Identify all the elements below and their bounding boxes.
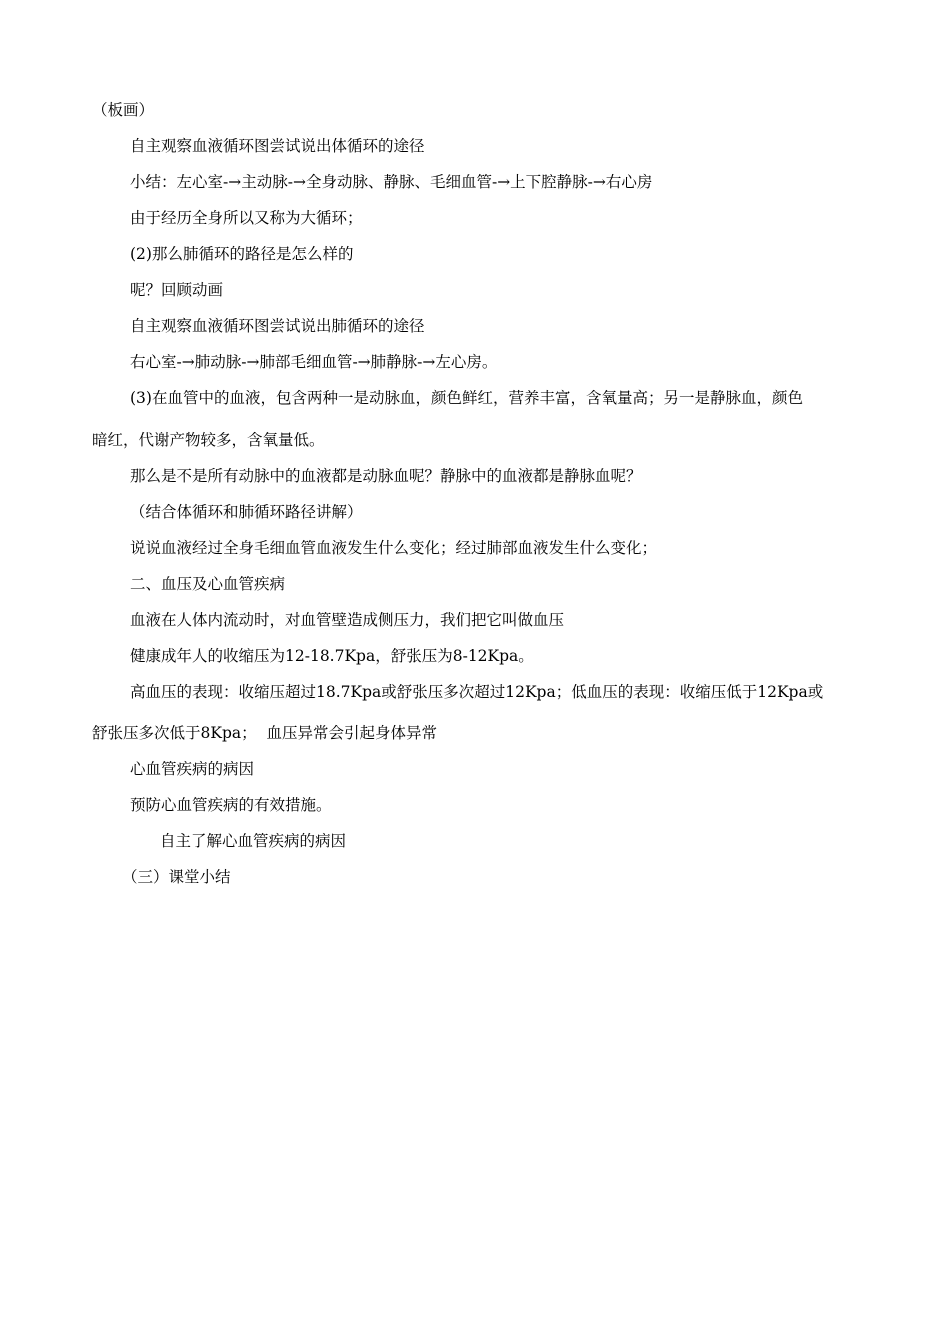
paragraph: 由于经历全身所以又称为大循环； xyxy=(130,209,363,227)
paragraph: （结合体循环和肺循环路径讲解） xyxy=(130,503,363,521)
summary-systemic-path: 小结：左心室-→主动脉-→全身动脉、静脉、毛细血管-→上下腔静脉-→右心房 xyxy=(130,173,653,191)
paragraph: (3)在血管中的血液，包含两种一是动脉血，颜色鲜红，营养丰富，含氧量高；另一是静脉血，颜色 xyxy=(130,389,803,407)
paragraph: 心血管疾病的病因 xyxy=(130,760,255,778)
paragraph: 说说血液经过全身毛细血管血液发生什么变化；经过肺部血液发生什么变化； xyxy=(130,539,658,557)
paragraph: 自主了解心血管疾病的病因 xyxy=(160,832,347,850)
paragraph: 自主观察血液循环图尝试说出体循环的途径 xyxy=(130,137,425,155)
section-heading: 二、血压及心血管疾病 xyxy=(130,575,286,593)
paragraph: 高血压的表现：收缩压超过18.7Kpa或舒张压多次超过12Kpa；低血压的表现：收缩压低于12Kpa或 xyxy=(130,683,824,701)
pulmonary-path: 右心室-→肺动脉-→肺部毛细血管-→肺静脉-→左心房。 xyxy=(130,353,498,371)
paragraph: 呢？回顾动画 xyxy=(130,281,224,299)
paragraph: 血液在人体内流动时，对血管壁造成侧压力，我们把它叫做血压 xyxy=(130,611,565,629)
section-heading: （三）课堂小结 xyxy=(122,868,231,886)
paragraph-continued: 暗红，代谢产物较多，含氧量低。 xyxy=(92,431,325,449)
paragraph: 自主观察血液循环图尝试说出肺循环的途径 xyxy=(130,317,425,335)
paragraph-continued: 舒张压多次低于8Kpa； 血压异常会引起身体异常 xyxy=(92,724,437,742)
paragraph: 健康成年人的收缩压为12-18.7Kpa，舒张压为8-12Kpa。 xyxy=(130,647,534,665)
paragraph: 那么是不是所有动脉中的血液都是动脉血呢？静脉中的血液都是静脉血呢？ xyxy=(130,467,642,485)
board-drawing-note: （板画） xyxy=(92,101,155,119)
paragraph: (2)那么肺循环的路径是怎么样的 xyxy=(130,245,354,263)
paragraph: 预防心血管疾病的有效措施。 xyxy=(130,796,332,814)
